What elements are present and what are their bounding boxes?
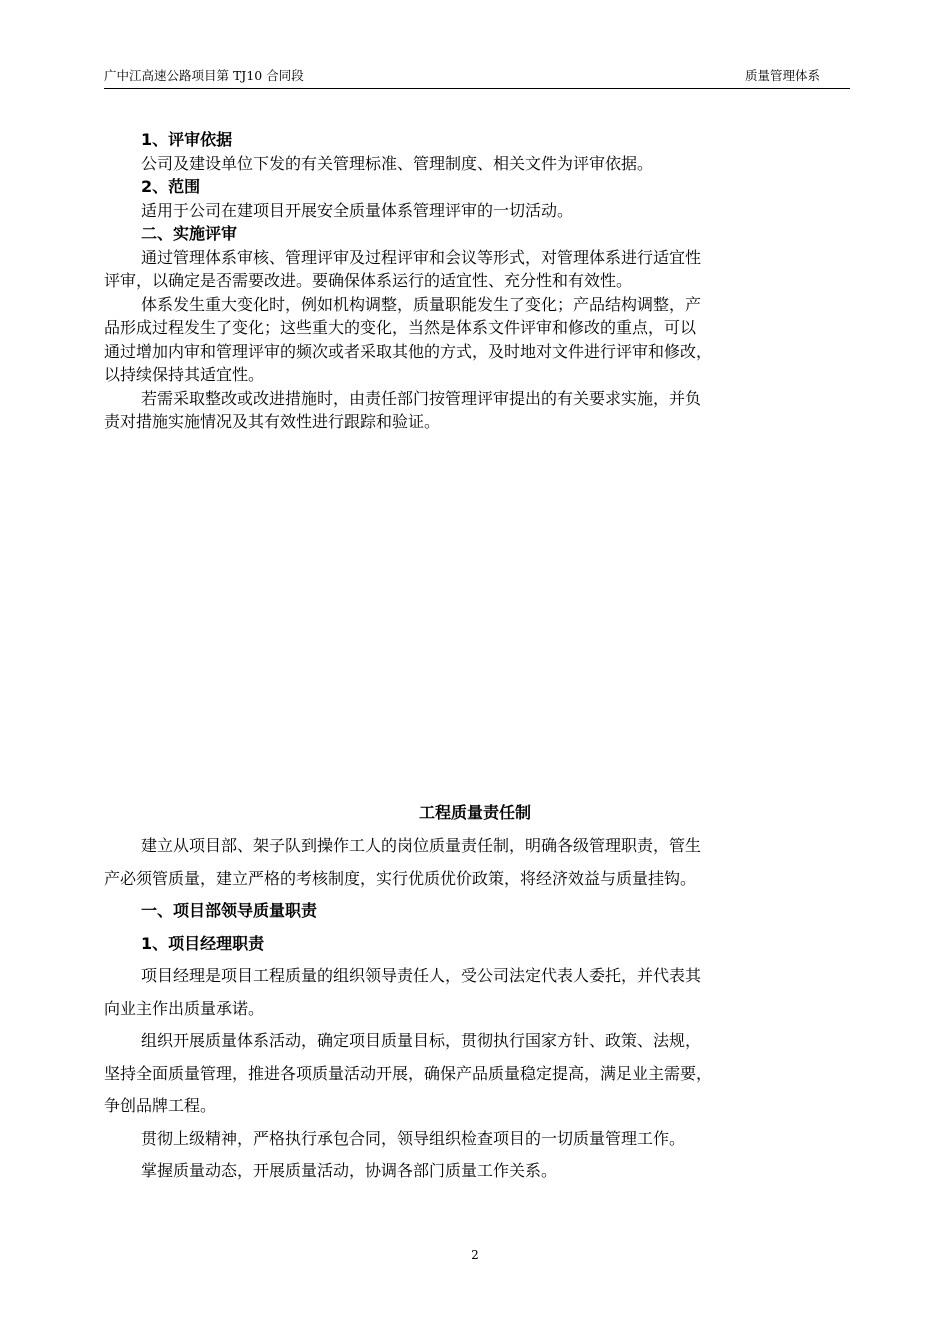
paragraph-line: 坚持全面质量管理，推进各项质量活动开展，确保产品质量稳定提高，满足业主需要， xyxy=(104,1063,713,1083)
paragraph-line: 产必须管质量，建立严格的考核制度，实行优质优价政策，将经济效益与质量挂钩。 xyxy=(104,868,697,888)
section-quality-responsibility xyxy=(104,830,854,1188)
paragraph-line: 项目经理是项目工程质量的组织领导责任人，受公司法定代表人委托，并代表其 xyxy=(141,966,702,985)
paragraph-line: 责对措施实施情况及其有效性进行跟踪和验证。 xyxy=(104,412,441,431)
page-header xyxy=(104,66,850,89)
paragraph-line: 向业主作出质量承诺。 xyxy=(104,998,265,1018)
paragraph-line: 组织开展质量体系活动，确定项目质量目标，贯彻执行国家方针、政策、法规， xyxy=(141,1031,702,1050)
paragraph-line: 争创品牌工程。 xyxy=(104,1096,217,1115)
header-project-name: 广中江高速公路项目第 TJ10 合同段 xyxy=(104,68,304,83)
paragraph-line: 通过增加内审和管理评审的频次或者采取其他的方式，及时地对文件进行评审和修改， xyxy=(104,341,713,361)
paragraph: 适用于公司在建项目开展安全质量体系管理评审的一切活动。 xyxy=(141,200,574,220)
paragraph-line: 若需采取整改或改进措施时，由责任部门按管理评审提出的有关要求实施，并负 xyxy=(141,388,702,408)
paragraph-line: 通过管理体系审核、管理评审及过程评审和会议等形式，对管理体系进行适宜性 xyxy=(141,247,702,267)
heading-scope: 2、范围 xyxy=(141,177,201,196)
paragraph: 贯彻上级精神，严格执行承包合同，领导组织检查项目的一切质量管理工作。 xyxy=(141,1128,686,1148)
section-title: 工程质量责任制 xyxy=(418,803,531,822)
header-section-name: 质量管理体系 xyxy=(744,68,820,83)
paragraph-line: 以持续保持其适宜性。 xyxy=(104,365,265,384)
paragraph-line: 建立从项目部、架子队到操作工人的岗位质量责任制，明确各级管理职责，管生 xyxy=(141,836,702,855)
paragraph-line: 体系发生重大变化时，例如机构调整，质量职能发生了变化；产品结构调整，产 xyxy=(141,294,702,314)
paragraph: 掌握质量动态，开展质量活动，协调各部门质量工作关系。 xyxy=(141,1161,558,1180)
page-number: 2 xyxy=(471,1248,479,1262)
heading-review-basis: 1、评审依据 xyxy=(141,130,233,149)
heading-leader-duties: 一、项目部领导质量职责 xyxy=(141,901,318,920)
paragraph-line: 品形成过程发生了变化；这些重大的变化，当然是体系文件评审和修改的重点，可以 xyxy=(104,318,697,337)
section-review xyxy=(104,128,854,434)
paragraph: 公司及建设单位下发的有关管理标准、管理制度、相关文件为评审依据。 xyxy=(141,153,654,173)
paragraph-line: 评审，以确定是否需要改进。要确保体系运行的适宜性、充分性和有效性。 xyxy=(104,271,633,290)
heading-pm-duties: 1、项目经理职责 xyxy=(141,933,265,953)
heading-implement-review: 二、实施评审 xyxy=(141,224,238,243)
